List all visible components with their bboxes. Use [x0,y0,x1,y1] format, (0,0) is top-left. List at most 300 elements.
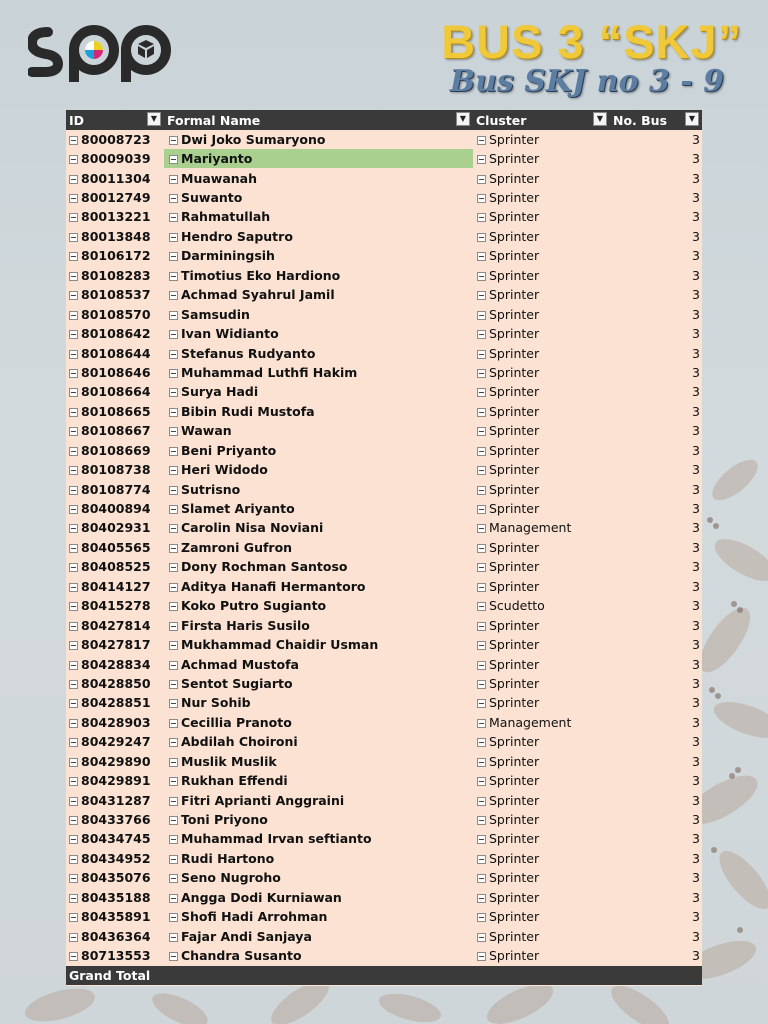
table-row[interactable] [66,441,702,460]
collapse-icon[interactable] [69,213,78,222]
id-cell[interactable] [66,868,164,887]
formal-name-cell[interactable] [164,441,473,460]
collapse-icon[interactable] [169,797,178,806]
no-bus-cell[interactable] [610,421,702,440]
cluster-cell[interactable] [473,790,610,809]
no-bus-cell[interactable] [610,888,702,907]
collapse-icon[interactable] [477,233,486,242]
cluster-cell[interactable] [473,266,610,285]
formal-name-cell[interactable] [164,577,473,596]
collapse-icon[interactable] [69,272,78,281]
collapse-icon[interactable] [477,466,486,475]
collapse-icon[interactable] [169,155,178,164]
cluster-cell[interactable] [473,615,610,634]
collapse-icon[interactable] [69,194,78,203]
formal-name-cell[interactable] [164,926,473,945]
collapse-icon[interactable] [477,330,486,339]
no-bus-cell[interactable] [610,518,702,537]
id-cell[interactable] [66,771,164,790]
filter-dropdown-icon[interactable]: ▼ [147,112,161,126]
collapse-icon[interactable] [477,680,486,689]
collapse-icon[interactable] [169,816,178,825]
collapse-icon[interactable] [169,330,178,339]
id-cell[interactable] [66,790,164,809]
collapse-icon[interactable] [69,486,78,495]
table-row[interactable] [66,907,702,926]
formal-name-cell[interactable] [164,402,473,421]
cluster-cell[interactable] [473,654,610,673]
collapse-icon[interactable] [169,272,178,281]
collapse-icon[interactable] [477,291,486,300]
collapse-icon[interactable] [169,758,178,767]
no-bus-cell[interactable] [610,479,702,498]
id-cell[interactable] [66,441,164,460]
collapse-icon[interactable] [169,874,178,883]
formal-name-cell[interactable] [164,246,473,265]
collapse-icon[interactable] [477,641,486,650]
collapse-icon[interactable] [477,524,486,533]
table-row[interactable] [66,635,702,654]
no-bus-cell[interactable] [610,363,702,382]
no-bus-cell[interactable] [610,188,702,207]
formal-name-cell[interactable] [164,460,473,479]
no-bus-cell[interactable] [610,499,702,518]
collapse-icon[interactable] [477,913,486,922]
no-bus-cell[interactable] [610,402,702,421]
collapse-icon[interactable] [169,913,178,922]
collapse-icon[interactable] [69,699,78,708]
collapse-icon[interactable] [169,291,178,300]
table-row[interactable] [66,615,702,634]
collapse-icon[interactable] [169,933,178,942]
collapse-icon[interactable] [169,622,178,631]
collapse-icon[interactable] [69,913,78,922]
formal-name-cell[interactable] [164,732,473,751]
collapse-icon[interactable] [477,797,486,806]
no-bus-cell[interactable] [610,227,702,246]
table-row[interactable] [66,246,702,265]
id-cell[interactable] [66,596,164,615]
collapse-icon[interactable] [69,758,78,767]
formal-name-cell[interactable] [164,849,473,868]
collapse-icon[interactable] [477,544,486,553]
id-cell[interactable] [66,518,164,537]
collapse-icon[interactable] [169,194,178,203]
collapse-icon[interactable] [477,563,486,572]
id-cell[interactable] [66,343,164,362]
id-cell[interactable] [66,266,164,285]
id-cell[interactable] [66,577,164,596]
cluster-cell[interactable] [473,304,610,323]
table-row[interactable] [66,324,702,343]
cluster-cell[interactable] [473,926,610,945]
collapse-icon[interactable] [477,136,486,145]
collapse-icon[interactable] [477,816,486,825]
collapse-icon[interactable] [169,524,178,533]
cluster-cell[interactable] [473,246,610,265]
collapse-icon[interactable] [477,505,486,514]
no-bus-cell[interactable] [610,596,702,615]
id-cell[interactable] [66,382,164,401]
id-cell[interactable] [66,888,164,907]
id-cell[interactable] [66,713,164,732]
collapse-icon[interactable] [169,563,178,572]
id-cell[interactable] [66,907,164,926]
collapse-icon[interactable] [69,233,78,242]
formal-name-cell[interactable] [164,363,473,382]
collapse-icon[interactable] [69,408,78,417]
no-bus-cell[interactable] [610,382,702,401]
collapse-icon[interactable] [69,894,78,903]
table-row[interactable] [66,926,702,945]
collapse-icon[interactable] [477,252,486,261]
collapse-icon[interactable] [69,835,78,844]
collapse-icon[interactable] [477,486,486,495]
cluster-cell[interactable] [473,382,610,401]
collapse-icon[interactable] [69,797,78,806]
collapse-icon[interactable] [69,427,78,436]
collapse-icon[interactable] [477,427,486,436]
table-row[interactable] [66,343,702,362]
collapse-icon[interactable] [69,874,78,883]
collapse-icon[interactable] [477,835,486,844]
formal-name-cell[interactable] [164,304,473,323]
collapse-icon[interactable] [69,252,78,261]
table-row[interactable] [66,149,702,168]
id-cell[interactable] [66,246,164,265]
collapse-icon[interactable] [477,855,486,864]
no-bus-cell[interactable] [610,246,702,265]
no-bus-cell[interactable] [610,946,702,965]
table-row[interactable] [66,888,702,907]
cluster-cell[interactable] [473,441,610,460]
id-cell[interactable] [66,538,164,557]
id-cell[interactable] [66,635,164,654]
cluster-cell[interactable] [473,732,610,751]
id-cell[interactable] [66,421,164,440]
collapse-icon[interactable] [169,738,178,747]
no-bus-cell[interactable] [610,713,702,732]
cluster-cell[interactable] [473,829,610,848]
table-row[interactable] [66,402,702,421]
collapse-icon[interactable] [477,777,486,786]
no-bus-cell[interactable] [610,266,702,285]
collapse-icon[interactable] [169,641,178,650]
cluster-cell[interactable] [473,324,610,343]
no-bus-cell[interactable] [610,868,702,887]
no-bus-cell[interactable] [610,926,702,945]
table-row[interactable] [66,868,702,887]
no-bus-cell[interactable] [610,557,702,576]
collapse-icon[interactable] [169,311,178,320]
cluster-cell[interactable] [473,285,610,304]
cluster-cell[interactable] [473,946,610,965]
formal-name-cell[interactable] [164,207,473,226]
no-bus-cell[interactable] [610,538,702,557]
id-cell[interactable] [66,557,164,576]
id-cell[interactable] [66,674,164,693]
table-row[interactable] [66,557,702,576]
collapse-icon[interactable] [169,252,178,261]
table-row[interactable] [66,654,702,673]
formal-name-cell[interactable] [164,888,473,907]
collapse-icon[interactable] [69,388,78,397]
collapse-icon[interactable] [69,680,78,689]
collapse-icon[interactable] [69,447,78,456]
table-row[interactable] [66,596,702,615]
id-cell[interactable] [66,149,164,168]
table-row[interactable] [66,849,702,868]
no-bus-cell[interactable] [610,168,702,187]
cluster-cell[interactable] [473,771,610,790]
collapse-icon[interactable] [69,330,78,339]
no-bus-cell[interactable] [610,907,702,926]
cluster-cell[interactable] [473,538,610,557]
collapse-icon[interactable] [169,505,178,514]
collapse-icon[interactable] [69,816,78,825]
cluster-cell[interactable] [473,168,610,187]
formal-name-cell[interactable] [164,149,473,168]
no-bus-cell[interactable] [610,149,702,168]
no-bus-cell[interactable] [610,130,702,149]
id-cell[interactable] [66,752,164,771]
cluster-cell[interactable] [473,149,610,168]
collapse-icon[interactable] [477,311,486,320]
cluster-cell[interactable] [473,518,610,537]
formal-name-cell[interactable] [164,168,473,187]
cluster-cell[interactable] [473,130,610,149]
no-bus-cell[interactable] [610,752,702,771]
table-row[interactable] [66,266,702,285]
collapse-icon[interactable] [169,408,178,417]
collapse-icon[interactable] [169,855,178,864]
no-bus-cell[interactable] [610,829,702,848]
table-row[interactable] [66,363,702,382]
collapse-icon[interactable] [169,213,178,222]
cluster-cell[interactable] [473,868,610,887]
id-cell[interactable] [66,810,164,829]
id-cell[interactable] [66,479,164,498]
formal-name-cell[interactable] [164,266,473,285]
collapse-icon[interactable] [69,602,78,611]
id-cell[interactable] [66,363,164,382]
collapse-icon[interactable] [69,136,78,145]
no-bus-cell[interactable] [610,285,702,304]
cluster-cell[interactable] [473,421,610,440]
cluster-cell[interactable] [473,693,610,712]
collapse-icon[interactable] [477,952,486,961]
collapse-icon[interactable] [477,719,486,728]
table-row[interactable] [66,538,702,557]
cluster-cell[interactable] [473,907,610,926]
table-row[interactable] [66,732,702,751]
formal-name-cell[interactable] [164,713,473,732]
collapse-icon[interactable] [169,427,178,436]
collapse-icon[interactable] [69,855,78,864]
collapse-icon[interactable] [477,447,486,456]
collapse-icon[interactable] [477,213,486,222]
formal-name-cell[interactable] [164,907,473,926]
collapse-icon[interactable] [69,544,78,553]
collapse-icon[interactable] [69,777,78,786]
collapse-icon[interactable] [477,155,486,164]
id-cell[interactable] [66,460,164,479]
table-row[interactable] [66,499,702,518]
collapse-icon[interactable] [169,680,178,689]
collapse-icon[interactable] [69,311,78,320]
collapse-icon[interactable] [477,388,486,397]
table-row[interactable] [66,304,702,323]
table-row[interactable] [66,285,702,304]
formal-name-cell[interactable] [164,771,473,790]
cluster-cell[interactable] [473,635,610,654]
formal-name-cell[interactable] [164,421,473,440]
id-cell[interactable] [66,926,164,945]
no-bus-cell[interactable] [610,693,702,712]
id-cell[interactable] [66,207,164,226]
id-cell[interactable] [66,304,164,323]
collapse-icon[interactable] [69,291,78,300]
collapse-icon[interactable] [169,136,178,145]
collapse-icon[interactable] [169,835,178,844]
cluster-cell[interactable] [473,499,610,518]
table-row[interactable] [66,946,702,965]
formal-name-cell[interactable] [164,324,473,343]
formal-name-cell[interactable] [164,538,473,557]
collapse-icon[interactable] [477,738,486,747]
id-cell[interactable] [66,499,164,518]
formal-name-cell[interactable] [164,499,473,518]
collapse-icon[interactable] [69,952,78,961]
formal-name-cell[interactable] [164,382,473,401]
table-row[interactable] [66,460,702,479]
id-cell[interactable] [66,615,164,634]
formal-name-cell[interactable] [164,285,473,304]
table-row[interactable] [66,188,702,207]
collapse-icon[interactable] [169,233,178,242]
collapse-icon[interactable] [69,524,78,533]
collapse-icon[interactable] [169,602,178,611]
collapse-icon[interactable] [69,641,78,650]
formal-name-cell[interactable] [164,227,473,246]
table-row[interactable] [66,829,702,848]
collapse-icon[interactable] [169,447,178,456]
collapse-icon[interactable] [69,155,78,164]
collapse-icon[interactable] [477,272,486,281]
id-cell[interactable] [66,654,164,673]
formal-name-cell[interactable] [164,596,473,615]
filter-dropdown-icon[interactable]: ▼ [456,112,470,126]
no-bus-cell[interactable] [610,810,702,829]
collapse-icon[interactable] [69,350,78,359]
collapse-icon[interactable] [477,894,486,903]
collapse-icon[interactable] [169,583,178,592]
collapse-icon[interactable] [477,369,486,378]
collapse-icon[interactable] [169,369,178,378]
id-cell[interactable] [66,324,164,343]
formal-name-cell[interactable] [164,752,473,771]
formal-name-cell[interactable] [164,790,473,809]
collapse-icon[interactable] [69,175,78,184]
cluster-cell[interactable] [473,810,610,829]
collapse-icon[interactable] [477,874,486,883]
cluster-cell[interactable] [473,557,610,576]
table-row[interactable] [66,130,702,149]
formal-name-cell[interactable] [164,635,473,654]
collapse-icon[interactable] [169,952,178,961]
id-cell[interactable] [66,168,164,187]
table-row[interactable] [66,421,702,440]
id-cell[interactable] [66,188,164,207]
collapse-icon[interactable] [69,738,78,747]
collapse-icon[interactable] [169,661,178,670]
cluster-cell[interactable] [473,888,610,907]
cluster-cell[interactable] [473,460,610,479]
id-cell[interactable] [66,693,164,712]
no-bus-cell[interactable] [610,674,702,693]
cluster-cell[interactable] [473,596,610,615]
id-cell[interactable] [66,402,164,421]
no-bus-cell[interactable] [610,732,702,751]
table-row[interactable] [66,693,702,712]
cluster-cell[interactable] [473,207,610,226]
collapse-icon[interactable] [69,466,78,475]
collapse-icon[interactable] [69,505,78,514]
collapse-icon[interactable] [477,933,486,942]
cluster-cell[interactable] [473,363,610,382]
formal-name-cell[interactable] [164,654,473,673]
formal-name-cell[interactable] [164,130,473,149]
collapse-icon[interactable] [169,544,178,553]
id-cell[interactable] [66,227,164,246]
cluster-cell[interactable] [473,752,610,771]
formal-name-cell[interactable] [164,343,473,362]
formal-name-cell[interactable] [164,810,473,829]
cluster-cell[interactable] [473,227,610,246]
table-row[interactable] [66,713,702,732]
cluster-cell[interactable] [473,343,610,362]
id-cell[interactable] [66,732,164,751]
no-bus-cell[interactable] [610,654,702,673]
collapse-icon[interactable] [69,933,78,942]
collapse-icon[interactable] [169,486,178,495]
formal-name-cell[interactable] [164,674,473,693]
id-cell[interactable] [66,849,164,868]
formal-name-cell[interactable] [164,868,473,887]
table-row[interactable] [66,771,702,790]
collapse-icon[interactable] [69,622,78,631]
no-bus-cell[interactable] [610,324,702,343]
formal-name-cell[interactable] [164,557,473,576]
table-row[interactable] [66,207,702,226]
id-cell[interactable] [66,829,164,848]
collapse-icon[interactable] [169,466,178,475]
filter-dropdown-icon[interactable]: ▼ [593,112,607,126]
cluster-cell[interactable] [473,479,610,498]
formal-name-cell[interactable] [164,829,473,848]
no-bus-cell[interactable] [610,304,702,323]
no-bus-cell[interactable] [610,635,702,654]
cluster-cell[interactable] [473,849,610,868]
formal-name-cell[interactable] [164,946,473,965]
table-row[interactable] [66,168,702,187]
id-cell[interactable] [66,130,164,149]
collapse-icon[interactable] [169,777,178,786]
collapse-icon[interactable] [477,758,486,767]
formal-name-cell[interactable] [164,188,473,207]
table-row[interactable] [66,674,702,693]
filter-active-icon[interactable]: ▼ [685,112,699,126]
